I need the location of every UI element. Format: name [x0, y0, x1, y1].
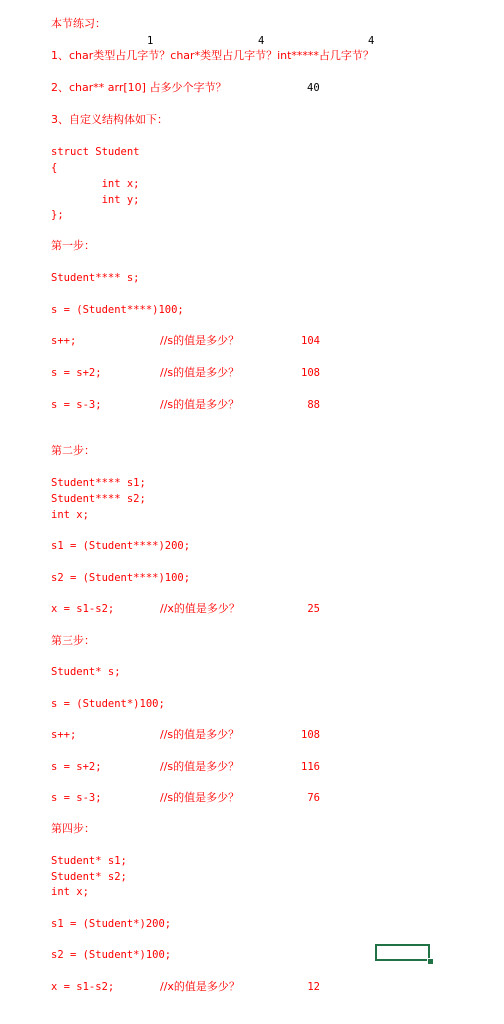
- struct-line: int x;: [51, 178, 140, 190]
- step4-decl: Student* s1;: [51, 855, 127, 867]
- question-1: 1、char类型占几字节？char*类型占几字节？int*****占几字节？: [51, 49, 374, 62]
- step2-op-code: x = s1-s2;: [51, 603, 115, 615]
- section-heading: 本节练习：: [51, 17, 106, 30]
- struct-line: struct Student: [51, 146, 140, 158]
- step1-op-answer: 108: [301, 367, 320, 379]
- step2-title: 第二步：: [51, 444, 95, 457]
- step3-op-comment: //s的值是多少？: [160, 728, 240, 741]
- selected-cell[interactable]: [375, 944, 430, 961]
- step2-assign2: s2 = (Student****)100;: [51, 572, 191, 584]
- step3-op-code: s = s-3;: [51, 792, 102, 804]
- step1-op-comment: //s的值是多少？: [160, 334, 240, 347]
- step2-assign1: s1 = (Student****)200;: [51, 540, 191, 552]
- step1-op-code: s = s+2;: [51, 367, 102, 379]
- step2-op-answer: 25: [307, 603, 320, 615]
- struct-line: };: [51, 209, 64, 221]
- step1-op-code: s++;: [51, 335, 77, 347]
- step4-op-answer: 12: [307, 981, 320, 993]
- step3-op-code: s++;: [51, 729, 77, 741]
- step1-op-comment: //s的值是多少？: [160, 398, 240, 411]
- step1-op-answer: 104: [301, 335, 320, 347]
- q1-answer-int-ptr: 4: [368, 35, 375, 47]
- step3-op-code: s = s+2;: [51, 761, 102, 773]
- step2-decl: int x;: [51, 509, 89, 521]
- step1-op-code: s = s-3;: [51, 399, 102, 411]
- question-2: 2、char** arr[10] 占多少个字节？: [51, 81, 227, 94]
- q1-answer-char-ptr: 4: [258, 35, 265, 47]
- step1-assign: s = (Student****)100;: [51, 304, 184, 316]
- step2-op-comment: //x的值是多少？: [160, 602, 240, 615]
- step3-decl: Student* s;: [51, 666, 121, 678]
- step3-op-comment: //s的值是多少？: [160, 791, 240, 804]
- fill-handle[interactable]: [427, 958, 434, 965]
- struct-line: int y;: [51, 194, 140, 206]
- step2-decl: Student**** s2;: [51, 493, 146, 505]
- step3-title: 第三步：: [51, 634, 95, 647]
- step3-op-answer: 76: [307, 792, 320, 804]
- q2-answer: 40: [307, 82, 320, 94]
- step4-decl: int x;: [51, 886, 89, 898]
- step4-op-code: x = s1-s2;: [51, 981, 115, 993]
- step3-op-answer: 116: [301, 761, 320, 773]
- step1-decl: Student**** s;: [51, 272, 140, 284]
- step4-title: 第四步：: [51, 822, 95, 835]
- step3-op-answer: 108: [301, 729, 320, 741]
- step4-assign1: s1 = (Student*)200;: [51, 918, 172, 930]
- step4-assign2: s2 = (Student*)100;: [51, 949, 172, 961]
- step4-op-comment: //x的值是多少？: [160, 980, 240, 993]
- q1-answer-char: 1: [147, 35, 154, 47]
- step3-op-comment: //s的值是多少？: [160, 760, 240, 773]
- question-3: 3、自定义结构体如下：: [51, 113, 168, 126]
- struct-line: {: [51, 162, 58, 174]
- step1-title: 第一步：: [51, 239, 95, 252]
- step3-assign: s = (Student*)100;: [51, 698, 165, 710]
- step1-op-answer: 88: [307, 399, 320, 411]
- step1-op-comment: //s的值是多少？: [160, 366, 240, 379]
- step4-decl: Student* s2;: [51, 871, 127, 883]
- step2-decl: Student**** s1;: [51, 477, 146, 489]
